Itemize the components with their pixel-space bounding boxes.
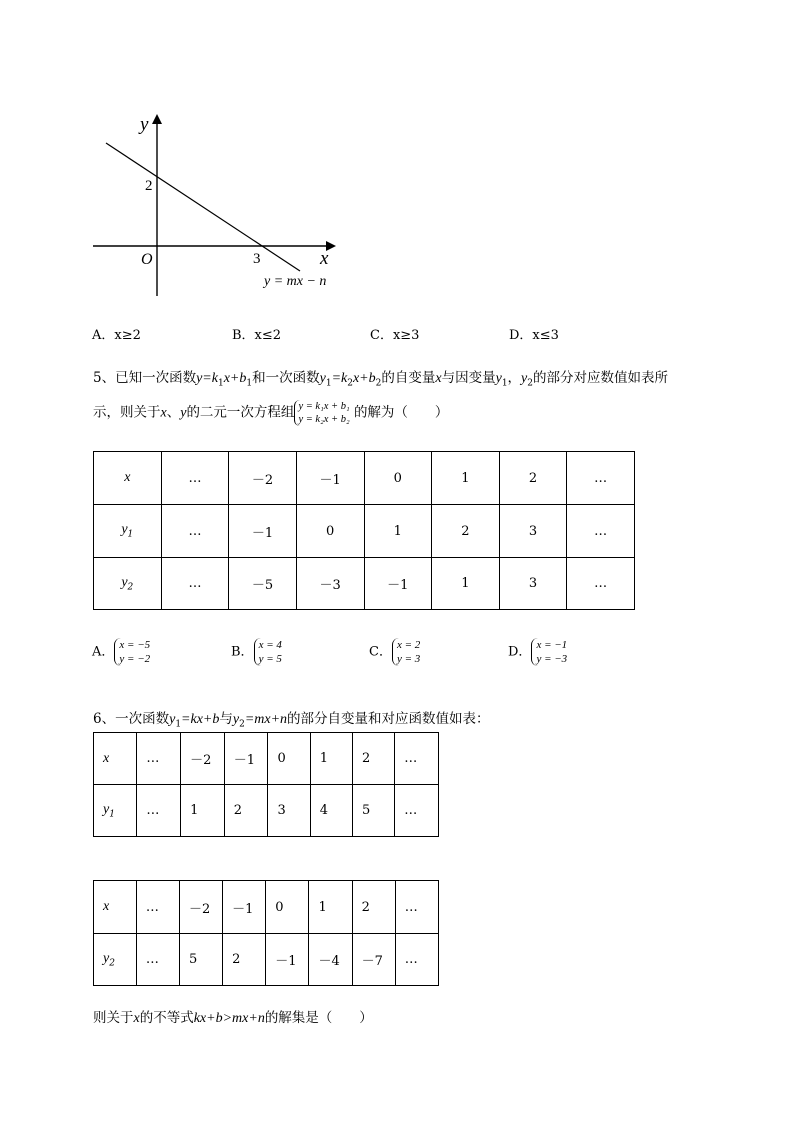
- y-axis-label: y: [140, 114, 149, 135]
- q6-text: 6、一次函数: [93, 711, 170, 727]
- table-row: [94, 785, 439, 837]
- q6-inequality: kx+b>mx+n: [193, 1011, 265, 1026]
- q5-func1: y=k: [196, 371, 218, 386]
- table-cell: －1: [224, 733, 268, 785]
- function-graph: [88, 108, 348, 308]
- table-cell: 4: [310, 785, 352, 837]
- q6-var: y: [232, 712, 240, 727]
- q5-option-a[interactable]: [92, 638, 150, 666]
- q6-text: 的部分自变量和对应函数值如表：: [287, 711, 490, 727]
- option-label: A．: [92, 644, 115, 660]
- q5-text: 、: [166, 404, 181, 421]
- option-system: x = −1 y = −3: [531, 638, 567, 666]
- table-cell: 5: [179, 934, 222, 986]
- table-cell: 1: [364, 505, 432, 558]
- q5-option-d[interactable]: [508, 638, 567, 666]
- q4-option-a[interactable]: A．x≥2: [92, 328, 141, 343]
- q5-sub: 1: [501, 378, 508, 389]
- table-cell: 2: [352, 881, 395, 934]
- table-row: [94, 558, 635, 610]
- table-cell: －2: [181, 733, 225, 785]
- q5-func1-b: x+b: [223, 371, 247, 386]
- table-row: [94, 733, 439, 785]
- q5-sub: 2: [375, 378, 382, 389]
- q5-option-c[interactable]: [369, 638, 420, 666]
- table-cell: $y_1$: [94, 505, 162, 558]
- table-cell: －1: [364, 558, 432, 610]
- option-system: x = 2 y = 3: [392, 638, 420, 666]
- table-cell: …: [137, 733, 181, 785]
- q6-var: x: [133, 1011, 140, 1026]
- table-cell: …: [161, 452, 229, 505]
- table-cell: x: [94, 452, 162, 505]
- table-cell: 3: [499, 558, 567, 610]
- q5-text: ，: [507, 370, 522, 386]
- table-cell: －7: [352, 934, 395, 986]
- y-axis-arrow: [152, 114, 162, 124]
- table-row: [94, 452, 635, 505]
- table-cell: …: [395, 785, 439, 837]
- q5-sub: 2: [347, 378, 353, 389]
- table-row: [94, 881, 439, 934]
- q6-text: 的不等式: [139, 1010, 194, 1026]
- table-cell: －4: [309, 934, 352, 986]
- table-cell: 0: [296, 505, 364, 558]
- q4-option-b[interactable]: B．x≤2: [232, 328, 282, 343]
- table-cell: 1: [181, 785, 225, 837]
- q6-text: 则关于: [93, 1010, 134, 1026]
- row-header-subscript: 2: [109, 958, 115, 969]
- q6-func: =kx+b: [181, 712, 220, 727]
- table-cell: －1: [266, 934, 309, 986]
- q5-system-row1: y = k₁x + b₁: [298, 401, 350, 412]
- table-cell: $y_2$: [94, 934, 137, 986]
- table-cell: …: [567, 505, 635, 558]
- table-cell: 1: [432, 452, 500, 505]
- q5-func2-b: x+b: [352, 371, 376, 386]
- table-cell: …: [161, 505, 229, 558]
- table-cell: 2: [352, 733, 394, 785]
- table-cell: －1: [223, 881, 266, 934]
- function-line: [106, 143, 300, 271]
- table-cell: －3: [296, 558, 364, 610]
- q6-stem: [93, 707, 490, 730]
- y-intercept-label: 2: [145, 178, 153, 194]
- q5-text: 示，则关于: [93, 404, 161, 421]
- q5-text: 和一次函数: [252, 370, 320, 386]
- q6-text: 与: [219, 711, 233, 727]
- q5-text: 的部分对应数值如表所: [533, 370, 668, 386]
- row-header-subscript: 2: [127, 582, 134, 593]
- table-cell: …: [395, 934, 438, 986]
- table-row: [94, 934, 439, 986]
- q5-sub: 1: [217, 378, 224, 389]
- q4-option-d[interactable]: D．x≤3: [509, 328, 559, 343]
- q6-table-1: [93, 732, 439, 837]
- q5-sub: 1: [246, 378, 253, 389]
- q5-text: 的二元一次方程组: [186, 404, 295, 421]
- q5-stem-line2: [93, 400, 448, 426]
- table-cell: …: [136, 881, 179, 934]
- q5-text: 的解为（ ）: [353, 404, 449, 421]
- table-cell: $y_1$: [94, 785, 137, 837]
- table-cell: 2: [223, 934, 266, 986]
- table-cell: 1: [432, 558, 500, 610]
- q6-text: 的解集是（ ）: [264, 1010, 373, 1026]
- table-cell: 2: [224, 785, 268, 837]
- q5-option-b[interactable]: [231, 638, 282, 666]
- x-intercept-label: 3: [253, 251, 261, 267]
- q5-sub: 1: [325, 378, 332, 389]
- table-cell: 5: [352, 785, 394, 837]
- q5-table: [93, 451, 635, 610]
- table-cell: －5: [229, 558, 297, 610]
- q5-var: y: [180, 405, 187, 421]
- q5-var: x: [160, 405, 167, 421]
- row-header-subscript: 1: [127, 529, 134, 540]
- table-cell: 0: [268, 733, 310, 785]
- q5-system-row2: y = k₂x + b₂: [298, 414, 350, 425]
- table-cell: 2: [432, 505, 500, 558]
- table-cell: 0: [266, 881, 309, 934]
- table-cell: …: [136, 934, 179, 986]
- table-cell: …: [567, 452, 635, 505]
- table-cell: …: [395, 881, 438, 934]
- table-cell: 0: [364, 452, 432, 505]
- table-cell: 1: [310, 733, 352, 785]
- q5-stem-line1: [93, 366, 668, 389]
- q5-text: 与因变量: [441, 370, 496, 386]
- option-label: C．: [369, 644, 392, 660]
- q5-var: y: [495, 371, 502, 386]
- q6-sub: 1: [175, 719, 182, 730]
- table-cell: …: [137, 785, 181, 837]
- q5-text: 的自变量: [381, 370, 436, 386]
- q5-var: x: [435, 371, 442, 386]
- table-cell: 2: [499, 452, 567, 505]
- q6-question: [93, 1006, 373, 1027]
- table-cell: x: [94, 733, 137, 785]
- option-label: B．: [231, 644, 254, 660]
- table-cell: …: [567, 558, 635, 610]
- table-cell: 3: [499, 505, 567, 558]
- q6-func: =mx+n: [244, 712, 288, 727]
- option-system: x = 4 y = 5: [254, 638, 282, 666]
- row-header-subscript: 1: [109, 809, 115, 820]
- option-system: x = −5 y = −2: [114, 638, 150, 666]
- q5-text: 5、已知一次函数: [93, 370, 197, 386]
- table-cell: －2: [179, 881, 222, 934]
- table-row: [94, 505, 635, 558]
- table-cell: …: [395, 733, 439, 785]
- table-cell: 1: [309, 881, 352, 934]
- q5-var: y: [521, 371, 528, 386]
- table-cell: －2: [229, 452, 297, 505]
- q6-table-2: [93, 880, 439, 986]
- table-cell: …: [161, 558, 229, 610]
- q4-option-c[interactable]: C．x≥3: [370, 328, 420, 343]
- origin-label: O: [141, 251, 153, 268]
- table-cell: x: [94, 881, 137, 934]
- table-cell: 3: [268, 785, 310, 837]
- q5-equation-system: [294, 400, 349, 426]
- q6-var: y: [169, 712, 176, 727]
- line-equation-label: y = mx − n: [264, 274, 327, 289]
- q5-sub: 2: [527, 378, 533, 389]
- table-cell: －1: [229, 505, 297, 558]
- q6-sub: 2: [239, 719, 245, 730]
- x-axis-label: x: [320, 248, 329, 269]
- option-label: D．: [508, 644, 532, 660]
- table-cell: $y_2$: [94, 558, 162, 610]
- table-cell: －1: [296, 452, 364, 505]
- q5-func2: y: [319, 371, 326, 386]
- q5-func2-eq: =k: [331, 371, 348, 386]
